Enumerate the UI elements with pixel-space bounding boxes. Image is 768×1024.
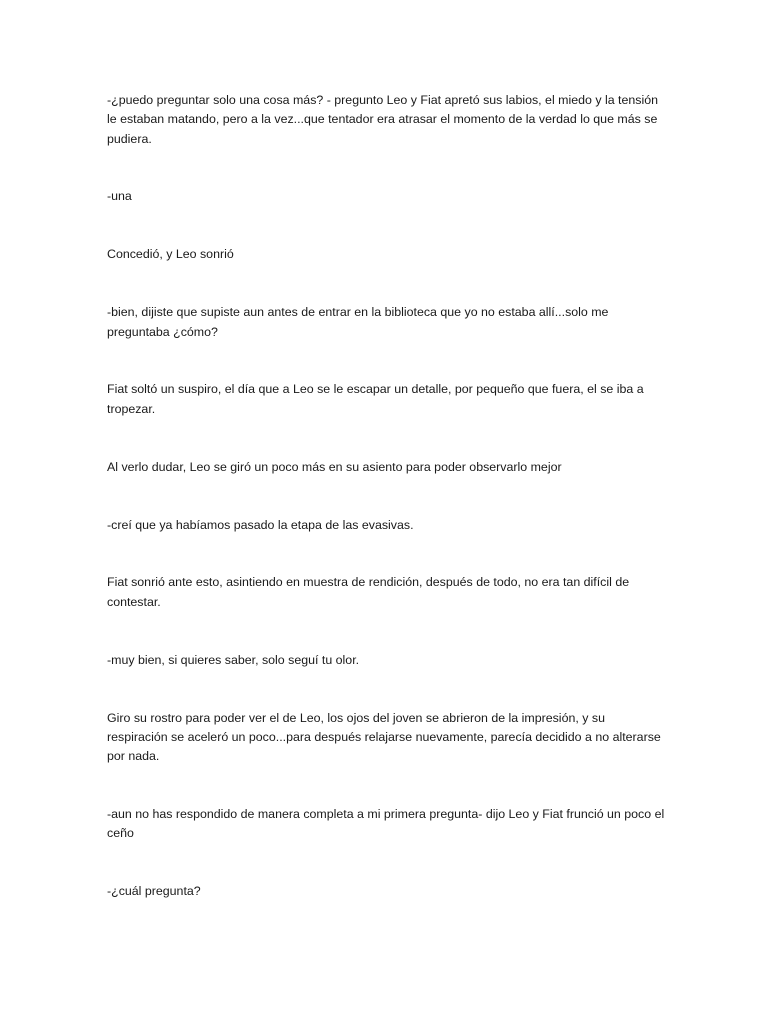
paragraph: -bien, dijiste que supiste aun antes de entrar en la biblioteca que yo no estaba allí...solo me preguntaba ¿cómo? (107, 305, 609, 339)
paragraph: -muy bien, si quieres saber, solo seguí tu olor. (107, 652, 360, 667)
paragraph: -creí que ya habíamos pasado la etapa de las evasivas. (107, 517, 414, 532)
paragraph: Fiat soltó un suspiro, el día que a Leo se le escapar un detalle, por pequeño que fuera, el se iba a tropezar. (107, 382, 644, 416)
paragraph: -¿puedo preguntar solo una cosa más? - pregunto Leo y Fiat apretó sus labios, el miedo y la tensión le estaban matando, pero a la vez...que tentador era atrasar el momento de la verdad lo que más se pudiera. (107, 93, 659, 146)
paragraph: -aun no has respondido de manera completa a mi primera pregunta- dijo Leo y Fiat frunció un poco el ceño (107, 806, 665, 841)
paragraph: -¿cuál pregunta? (107, 884, 201, 899)
paragraph: Giro su rostro para poder ver el de Leo, los ojos del joven se abrieron de la impresión, y su respiración se aceleró un poco...para después relajarse nuevamente, parecía decidido a no alterarse por nada. (107, 710, 661, 764)
document-page (107, 91, 667, 940)
paragraph: Al verlo dudar, Leo se giró un poco más en su asiento para poder observarlo mejor (107, 459, 562, 474)
paragraph: Concedió, y Leo sonrió (107, 247, 234, 262)
paragraph: -una (107, 189, 132, 204)
paragraph: Fiat sonrió ante esto, asintiendo en muestra de rendición, después de todo, no era tan difícil de contestar. (107, 575, 630, 609)
